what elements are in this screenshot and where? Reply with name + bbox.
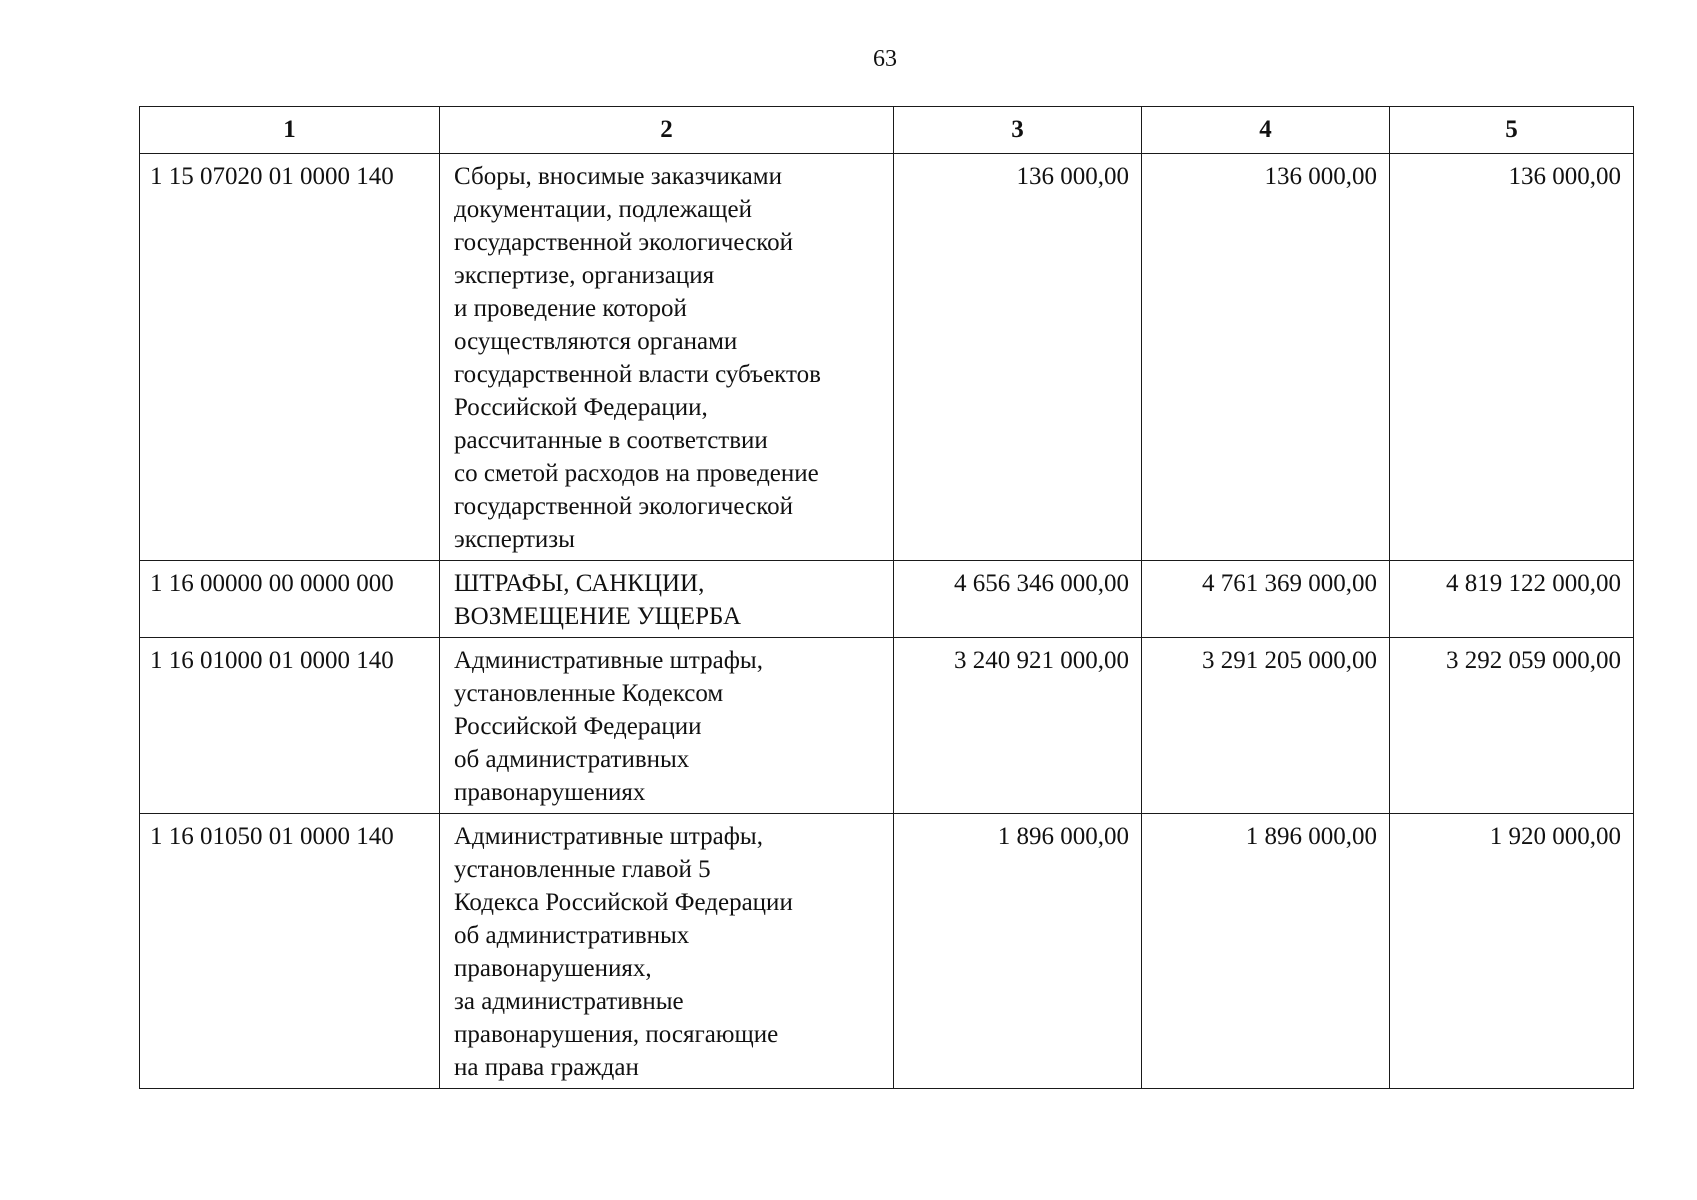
description-line: Кодекса Российской Федерации xyxy=(454,889,793,916)
description-line: Российской Федерации xyxy=(454,713,702,740)
description-line: установленные Кодексом xyxy=(454,680,724,707)
table-row xyxy=(140,638,1634,814)
column-header: 4 xyxy=(1142,107,1390,154)
description-line: Административные штрафы, xyxy=(454,823,763,850)
column-header: 5 xyxy=(1390,107,1634,154)
amount-col4-cell: 3 291 205 000,00 xyxy=(1142,638,1390,814)
amount-col3-cell: 3 240 921 000,00 xyxy=(894,638,1142,814)
description-line: рассчитанные в соответствии xyxy=(454,427,768,454)
description-line: установленные главой 5 xyxy=(454,856,711,883)
amount-col3-cell: 4 656 346 000,00 xyxy=(894,561,1142,638)
description-line: документации, подлежащей xyxy=(454,196,752,223)
description-line: государственной экологической xyxy=(454,493,793,520)
description-cell xyxy=(440,154,894,561)
page-number: 63 xyxy=(873,46,897,72)
description-line: Административные штрафы, xyxy=(454,647,763,674)
budget-code-cell: 1 16 01000 01 0000 140 xyxy=(140,638,440,814)
table-row xyxy=(140,814,1634,1089)
description-line: об административных xyxy=(454,746,690,773)
column-header: 3 xyxy=(894,107,1142,154)
amount-col3-cell: 136 000,00 xyxy=(894,154,1142,561)
description-line: Сборы, вносимые заказчиками xyxy=(454,163,782,190)
amount-col5-cell: 4 819 122 000,00 xyxy=(1390,561,1634,638)
description-line: на права граждан xyxy=(454,1054,639,1081)
budget-code-cell: 1 16 01050 01 0000 140 xyxy=(140,814,440,1089)
description-line: экспертизы xyxy=(454,526,575,553)
description-line: правонарушениях, xyxy=(454,955,652,982)
description-line: ВОЗМЕЩЕНИЕ УЩЕРБА xyxy=(454,603,742,630)
description-line: осуществляются органами xyxy=(454,328,738,355)
description-cell xyxy=(440,638,894,814)
header-row xyxy=(140,107,1634,154)
amount-col5-cell: 1 920 000,00 xyxy=(1390,814,1634,1089)
description-line: экспертизе, организация xyxy=(454,262,715,289)
amount-col3-cell: 1 896 000,00 xyxy=(894,814,1142,1089)
amount-col5-cell: 3 292 059 000,00 xyxy=(1390,638,1634,814)
column-header: 1 xyxy=(140,107,440,154)
description-line: ШТРАФЫ, САНКЦИИ, xyxy=(454,570,705,597)
description-line: государственной экологической xyxy=(454,229,793,256)
amount-col4-cell: 136 000,00 xyxy=(1142,154,1390,561)
table-row xyxy=(140,154,1634,561)
description-cell xyxy=(440,814,894,1089)
description-line: правонарушениях xyxy=(454,779,646,806)
budget-table xyxy=(139,106,1634,1089)
amount-col5-cell: 136 000,00 xyxy=(1390,154,1634,561)
description-line: правонарушения, посягающие xyxy=(454,1021,779,1048)
description-line: за административные xyxy=(454,988,684,1015)
table-row xyxy=(140,561,1634,638)
description-line: со сметой расходов на проведение xyxy=(454,460,819,487)
description-cell xyxy=(440,561,894,638)
amount-col4-cell: 1 896 000,00 xyxy=(1142,814,1390,1089)
amount-col4-cell: 4 761 369 000,00 xyxy=(1142,561,1390,638)
description-line: Российской Федерации, xyxy=(454,394,708,421)
description-line: и проведение которой xyxy=(454,295,687,322)
description-line: государственной власти субъектов xyxy=(454,361,821,388)
column-header: 2 xyxy=(440,107,894,154)
description-line: об административных xyxy=(454,922,690,949)
budget-code-cell: 1 15 07020 01 0000 140 xyxy=(140,154,440,561)
budget-code-cell: 1 16 00000 00 0000 000 xyxy=(140,561,440,638)
